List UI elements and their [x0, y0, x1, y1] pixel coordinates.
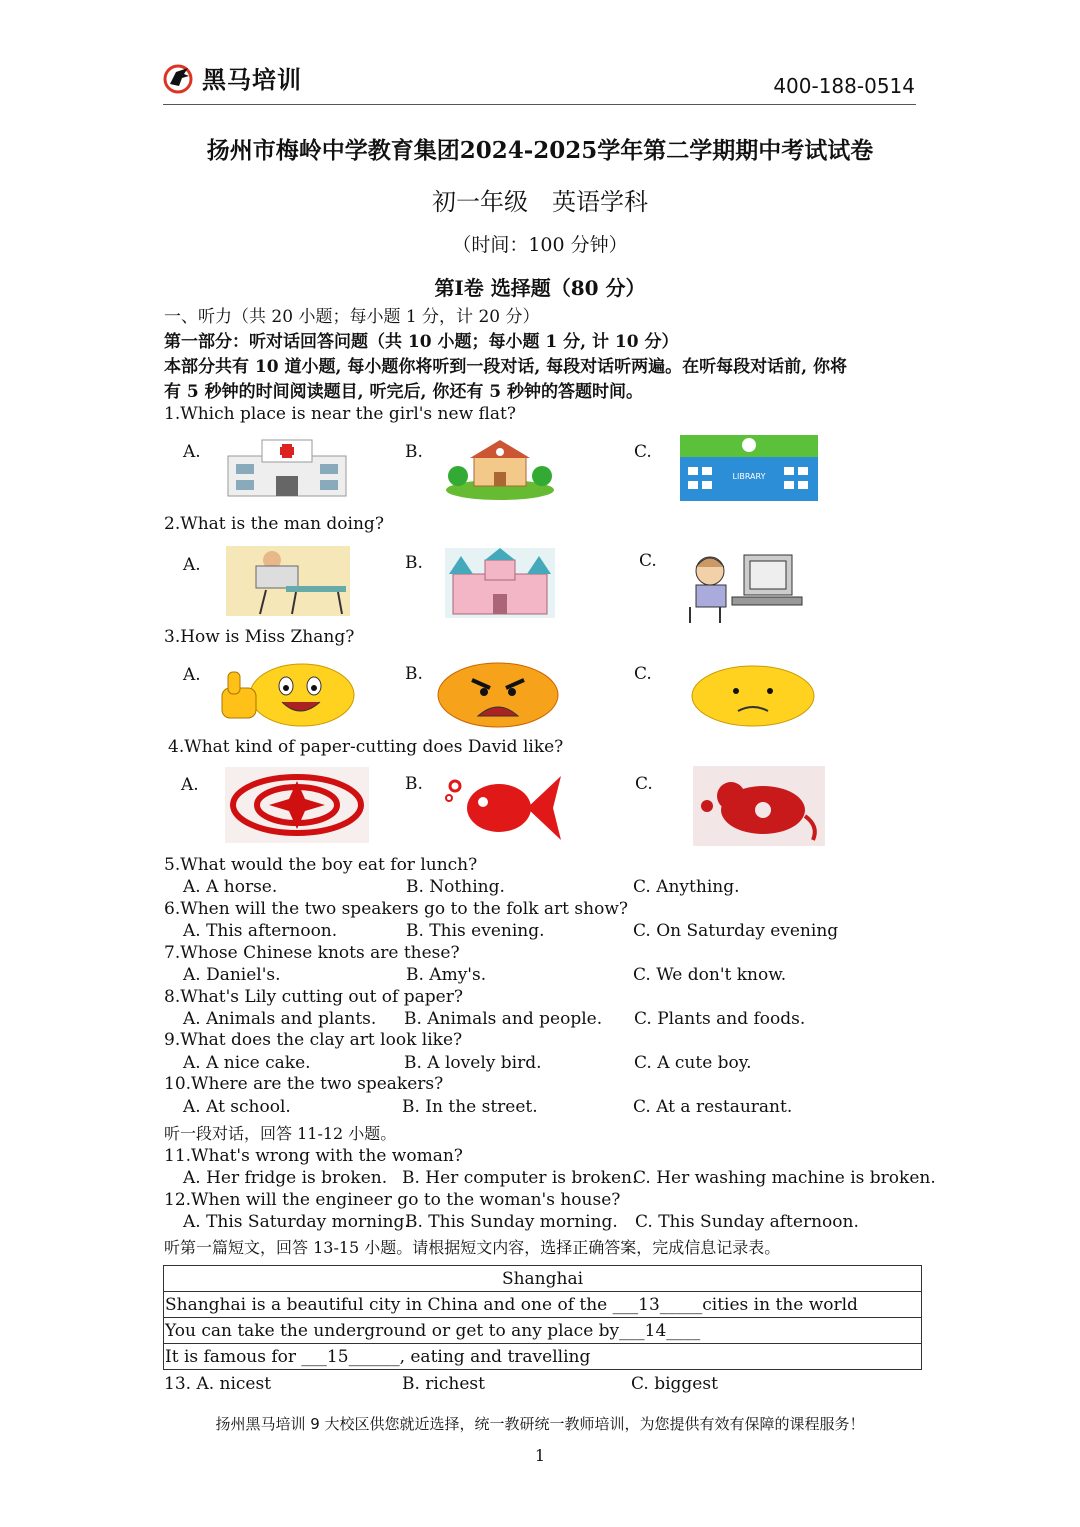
sad-emoji-icon [690, 665, 816, 727]
shanghai-info-table [163, 1265, 922, 1370]
grade-subject: 初一年级 英语学科 [432, 188, 648, 216]
library-icon [680, 435, 818, 501]
dialogue-note: 听一段对话，回答 11-12 小题。 [164, 1124, 397, 1143]
q11-option-c[interactable]: C. Her washing machine is broken. [633, 1168, 936, 1188]
man-reading-newspaper-icon [226, 546, 350, 616]
q6-option-b[interactable]: B. This evening. [406, 921, 545, 941]
q2-option-c[interactable]: C. [639, 551, 657, 571]
q2-option-b[interactable]: B. [405, 553, 423, 573]
question-2: 2.What is the man doing? [164, 514, 384, 534]
q7-option-c[interactable]: C. We don't know. [633, 965, 787, 985]
q9-option-a[interactable]: A. A nice cake. [183, 1053, 311, 1073]
table-row: You can take the underground or get to any place by___14____ [164, 1318, 922, 1344]
rat-paper-cut-icon [693, 766, 825, 846]
castle-icon [445, 548, 555, 618]
q5-option-b[interactable]: B. Nothing. [406, 877, 505, 897]
question-8: 8.What's Lily cutting out of paper? [164, 987, 463, 1007]
question-4: 4.What kind of paper-cutting does David like? [168, 737, 564, 757]
exam-title: 扬州市梅岭中学教育集团2024-2025学年第二学期期中考试试卷 [206, 137, 874, 164]
q3-option-b[interactable]: B. [405, 664, 423, 684]
q13-option-a[interactable]: 13. A. nicest [164, 1374, 272, 1394]
q9-option-b[interactable]: B. A lovely bird. [404, 1053, 542, 1073]
q7-option-a[interactable]: A. Daniel's. [183, 965, 281, 985]
q6-option-a[interactable]: A. This afternoon. [183, 921, 338, 941]
part-heading: 第Ⅰ卷 选择题（80 分） [434, 276, 646, 300]
q5-option-c[interactable]: C. Anything. [633, 877, 740, 897]
q1-option-c[interactable]: C. [634, 442, 652, 462]
q1-option-b[interactable]: B. [405, 442, 423, 462]
q12-option-b[interactable]: B. This Sunday morning. [405, 1212, 618, 1232]
header-divider [163, 104, 916, 105]
flower-paper-cut-icon [225, 767, 369, 843]
question-9: 9.What does the clay art look like? [164, 1030, 463, 1050]
exam-time: （时间：100 分钟） [452, 234, 628, 256]
q4-option-c[interactable]: C. [635, 774, 653, 794]
q8-option-c[interactable]: C. Plants and foods. [634, 1009, 806, 1029]
question-5: 5.What would the boy eat for lunch? [164, 855, 478, 875]
boy-using-computer-icon [680, 549, 812, 625]
happy-thumbs-up-emoji-icon [218, 662, 358, 728]
horse-logo-icon [162, 62, 196, 94]
phone-number: 400-188-0514 [773, 74, 915, 98]
angry-emoji-icon [436, 662, 560, 728]
table-heading: Shanghai [164, 1266, 922, 1292]
library-sign: LIBRARY [732, 472, 766, 481]
q13-option-b[interactable]: B. richest [402, 1374, 485, 1394]
q3-option-a[interactable]: A. [183, 665, 201, 685]
q9-option-c[interactable]: C. A cute boy. [634, 1053, 752, 1073]
question-6: 6.When will the two speakers go to the folk art show? [164, 899, 628, 919]
q4-option-a[interactable]: A. [181, 775, 199, 795]
section-heading: 一、听力（共 20 小题；每小题 1 分，计 20 分） [164, 307, 540, 327]
table-row: It is famous for ___15______, eating and travelling [164, 1344, 922, 1370]
q5-option-a[interactable]: A. A horse. [183, 877, 278, 897]
q11-option-b[interactable]: B. Her computer is broken. [402, 1168, 638, 1188]
hospital-icon [224, 436, 350, 500]
q8-option-b[interactable]: B. Animals and people. [404, 1009, 603, 1029]
part1-desc-line1: 本部分共有 10 道小题, 每小题你将听到一段对话, 每段对话听两遍。在听每段对话前, 你将 [164, 357, 848, 377]
q13-option-c[interactable]: C. biggest [631, 1374, 718, 1394]
q11-option-a[interactable]: A. Her fridge is broken. [183, 1168, 388, 1188]
q10-option-c[interactable]: C. At a restaurant. [633, 1097, 793, 1117]
question-7: 7.Whose Chinese knots are these? [164, 943, 460, 963]
brand-name: 黑马培训 [202, 66, 302, 94]
page-number: 1 [534, 1446, 546, 1465]
logo [162, 60, 302, 95]
table-row: Shanghai is a beautiful city in China and one of the ___13_____cities in the world [164, 1292, 922, 1318]
q10-option-a[interactable]: A. At school. [183, 1097, 291, 1117]
q8-option-a[interactable]: A. Animals and plants. [183, 1009, 377, 1029]
question-11: 11.What's wrong with the woman? [164, 1146, 463, 1166]
question-3: 3.How is Miss Zhang? [164, 627, 355, 647]
q4-option-b[interactable]: B. [405, 774, 423, 794]
q12-option-a[interactable]: A. This Saturday morning. [183, 1212, 410, 1232]
q7-option-b[interactable]: B. Amy's. [406, 965, 487, 985]
q6-option-c[interactable]: C. On Saturday evening [633, 921, 839, 941]
q2-option-a[interactable]: A. [183, 555, 201, 575]
school-icon [444, 436, 556, 500]
q10-option-b[interactable]: B. In the street. [402, 1097, 538, 1117]
q3-option-c[interactable]: C. [634, 664, 652, 684]
part1-heading: 第一部分：听对话回答问题（共 10 小题；每小题 1 分, 计 10 分） [164, 332, 679, 352]
fish-paper-cut-icon [443, 770, 563, 842]
q12-option-c[interactable]: C. This Sunday afternoon. [635, 1212, 859, 1232]
question-1: 1.Which place is near the girl's new flat? [164, 404, 516, 424]
passage-note: 听第一篇短文，回答 13-15 小题。请根据短文内容，选择正确答案，完成信息记录表。 [164, 1238, 781, 1257]
part1-desc-line2: 有 5 秒钟的时间阅读题目, 听完后, 你还有 5 秒钟的答题时间。 [164, 382, 644, 402]
question-10: 10.Where are the two speakers? [164, 1074, 444, 1094]
footer-text: 扬州黑马培训 9 大校区供您就近选择，统一教研统一教师培训，为您提供有效有保障的课程服务！ [215, 1415, 865, 1433]
q1-option-a[interactable]: A. [183, 442, 201, 462]
question-12: 12.When will the engineer go to the woman's house? [164, 1190, 621, 1210]
